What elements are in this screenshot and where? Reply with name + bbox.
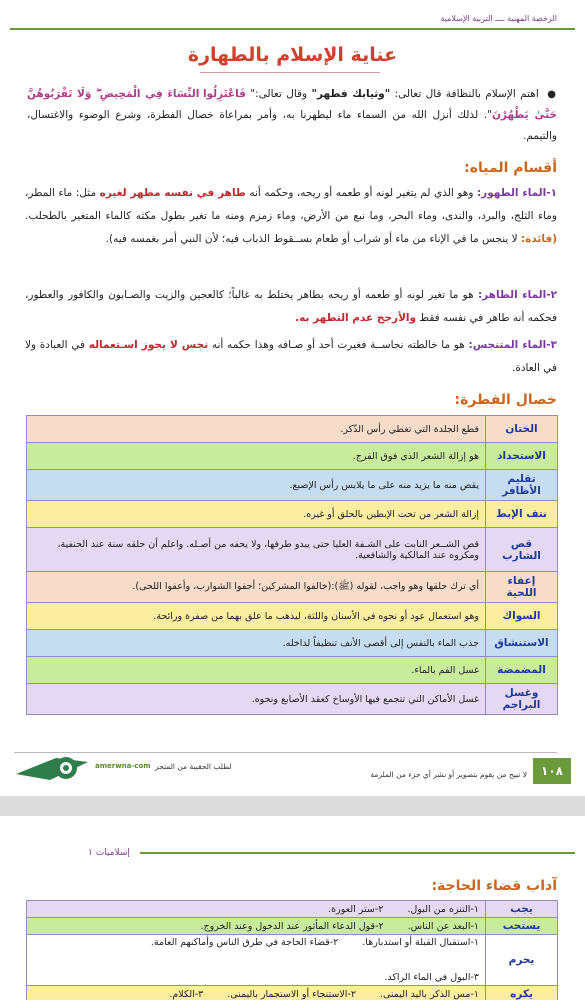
adab-row xyxy=(27,901,558,918)
store-note: لطلب الحقيبة من المتجر xyxy=(155,762,232,771)
fitra-name: المضمضة xyxy=(486,657,558,684)
publisher-logo-icon xyxy=(16,752,88,784)
fitra-desc: جذب الماء بالنفس إلى أقصى الأنف تنظيفاً لداخله. xyxy=(27,630,486,657)
adab-item: ٣-البول في الماء الراكد. xyxy=(384,972,479,983)
fitra-row xyxy=(27,501,558,528)
fitra-name: السواك xyxy=(486,603,558,630)
adab-items xyxy=(27,935,486,986)
adab-item: ١-التنزه من البول. xyxy=(407,903,479,915)
fitra-name: الاستحداد xyxy=(486,443,558,470)
fitra-desc: يقص منه ما يزيد منه على ما يلابس رأس الإصبع. xyxy=(27,470,486,501)
adab-name: يجب xyxy=(486,901,558,918)
fitra-desc: غسل الأماكن التي تتجمع فيها الأوساخ كعقد الأصابع ونحوه. xyxy=(27,684,486,715)
adab-name: يستحب xyxy=(486,918,558,935)
fitra-desc: إزالة الشعر من تحت الإبطين بالحلق أو غيره. xyxy=(27,501,486,528)
fitra-desc: قص الشــعر النابت على الشـفة العليا حتى يبدو طرفها، ولا يحفه من أصـله. واعلم أن حلقه سنة عند الحنفية، ومكروه عند المالكية والشافعية. xyxy=(27,528,486,572)
adab-heading: آداب قضاء الحاجة: xyxy=(431,878,557,894)
adab-item: ٢-قول الدعاء المأثور عند الدخول وعند الخروج. xyxy=(200,920,384,932)
adab-item: ٢-الاستنجاء أو الاستجمار باليمنى. xyxy=(227,988,356,1000)
page-2 xyxy=(0,816,585,1000)
adab-table xyxy=(26,900,558,1000)
page-number: ١٠٨ xyxy=(533,758,571,784)
fitra-row xyxy=(27,443,558,470)
fitra-name: الختان xyxy=(486,416,558,443)
page2-header: إسلاميات ١ xyxy=(88,848,130,858)
adab-items xyxy=(27,986,486,1000)
water-tahir: ٢-الماء الطاهر: هو ما تغير لونه أو طعمه أو ريحه بطاهر يختلط به غالباً؛ كالعجين والزيت والصـابون والكافور والعطور، فحكمه أنه طاهر في نفسه فقط والأرجح عدم التطهر به. xyxy=(25,289,557,324)
adab-name: يحرم xyxy=(486,935,558,986)
fitra-heading: خصال الفطرة: xyxy=(454,392,557,408)
adab-item: ١-مس الذكر باليد اليمنى. xyxy=(379,988,479,1000)
site-link[interactable]: amerwna-com xyxy=(95,762,151,770)
fitra-desc: هو إزالة الشعر الذي فوق الفرج. xyxy=(27,443,486,470)
adab-row xyxy=(27,935,558,986)
fitra-row xyxy=(27,416,558,443)
fitra-row xyxy=(27,528,558,572)
adab-row xyxy=(27,986,558,1000)
footer-divider xyxy=(14,752,557,753)
adab-items xyxy=(27,918,486,935)
fitra-name: إعفاء اللحية xyxy=(486,572,558,603)
quran-verse: فَاعْتَزِلُوا النِّسَاءَ فِي الْمَحِيضِ ۖ وَلَا تَقْرَبُوهُنَّ حَتَّىٰ يَطْهُرْنَ xyxy=(27,88,557,121)
fitra-name: الاستنشاق xyxy=(486,630,558,657)
bullet-icon: ● xyxy=(547,89,557,100)
fitra-table xyxy=(26,415,558,715)
adab-item: ٢-قضاء الحاجة في طرق الناس وأماكنهم العامة. xyxy=(150,937,339,948)
adab-item: ١-استقبال القبلة أو استدبارها. xyxy=(362,937,479,948)
adab-items xyxy=(27,901,486,918)
fitra-desc: قطع الجلدة التي تغطي رأس الذّكر. xyxy=(27,416,486,443)
fitra-row xyxy=(27,657,558,684)
fitra-desc: أي ترك حلقها وهو واجب، لقوله (ﷺ):(خالفوا المشركين؛ أحفوا الشوارب، وأعفوا اللحى). xyxy=(27,572,486,603)
adab-row xyxy=(27,918,558,935)
page-header: الرخصة المهنية ــــ التربية الإسلامية xyxy=(440,14,557,23)
fitra-desc: غسل الفم بالماء. xyxy=(27,657,486,684)
adab-item: ٣-الكلام. xyxy=(169,988,204,1000)
fitra-name: قص الشارب xyxy=(486,528,558,572)
fitra-desc: وهو استعمال عود أو نحوه في الأسنان واللثة، ليذهب ما علق بهما من صفرة ورائحة. xyxy=(27,603,486,630)
adab-item: ٢-ستر العورة. xyxy=(328,903,384,915)
copyright-warning: لا نبيح من يقوم بتصوير أو نشر أي جزء من الملزمة xyxy=(370,770,527,779)
title-underline xyxy=(200,72,380,73)
water-tahur: ١-الماء الطهور: وهو الذي لم يتغير لونه أو طعمه أو ريحه، وحكمه أنه طاهر في نفسه مطهر لغيره مثل: ماء المطر، وماء الثلج، والبرد، والندى، وماء البحر، وما نبع من الأرض، وماء زمزم ومنه ما تغير بطول مكثه كالماء المتغير بالطحلب. (فائدة: لا ينجس ما في الإناء من ماء أو شراب أو طعام بســقوط الذباب فيه؛ لأن النبي أمر بغمسه فيه). xyxy=(25,187,558,245)
intro-paragraph: ● اهتم الإسلام بالنظافة قال تعالى: "وثيابك فطهر" وقال تعالى:" فَاعْتَزِلُوا النِّسَاءَ فِي الْمَحِيضِ ۖ وَلَا تَقْرَبُوهُنَّ حَتَّىٰ يَطْهُرْنَ". لذلك أنزل الله من السماء ماء ليطهرنا به، وأمر بمراعاة خصال الفطرة، وشرع الوضوء والاغتسال، والتيمم. xyxy=(27,88,557,142)
fitra-row xyxy=(27,684,558,715)
fitra-name: نتف الإبط xyxy=(486,501,558,528)
fitra-row xyxy=(27,470,558,501)
fitra-row xyxy=(27,572,558,603)
water-heading: أقسام المياه: xyxy=(464,160,557,176)
fitra-name: تقليم الأظافر xyxy=(486,470,558,501)
page2-header-divider xyxy=(140,852,575,854)
header-divider xyxy=(10,28,575,30)
page-title: عناية الإسلام بالطهارة xyxy=(187,44,398,66)
water-najis: ٣-الماء المتنجس: هو ما خالطته نجاســة فغيرت أحد أو صـافه وهذا حكمه أنه نجس لا يجوز اسـتعماله في العبادة ولا في العادة. xyxy=(25,339,557,374)
adab-name: يكره xyxy=(486,986,558,1000)
adab-item: ١-البعد عن الناس. xyxy=(407,920,479,932)
fitra-row xyxy=(27,603,558,630)
fitra-name: وغسل البراجم xyxy=(486,684,558,715)
fitra-row xyxy=(27,630,558,657)
